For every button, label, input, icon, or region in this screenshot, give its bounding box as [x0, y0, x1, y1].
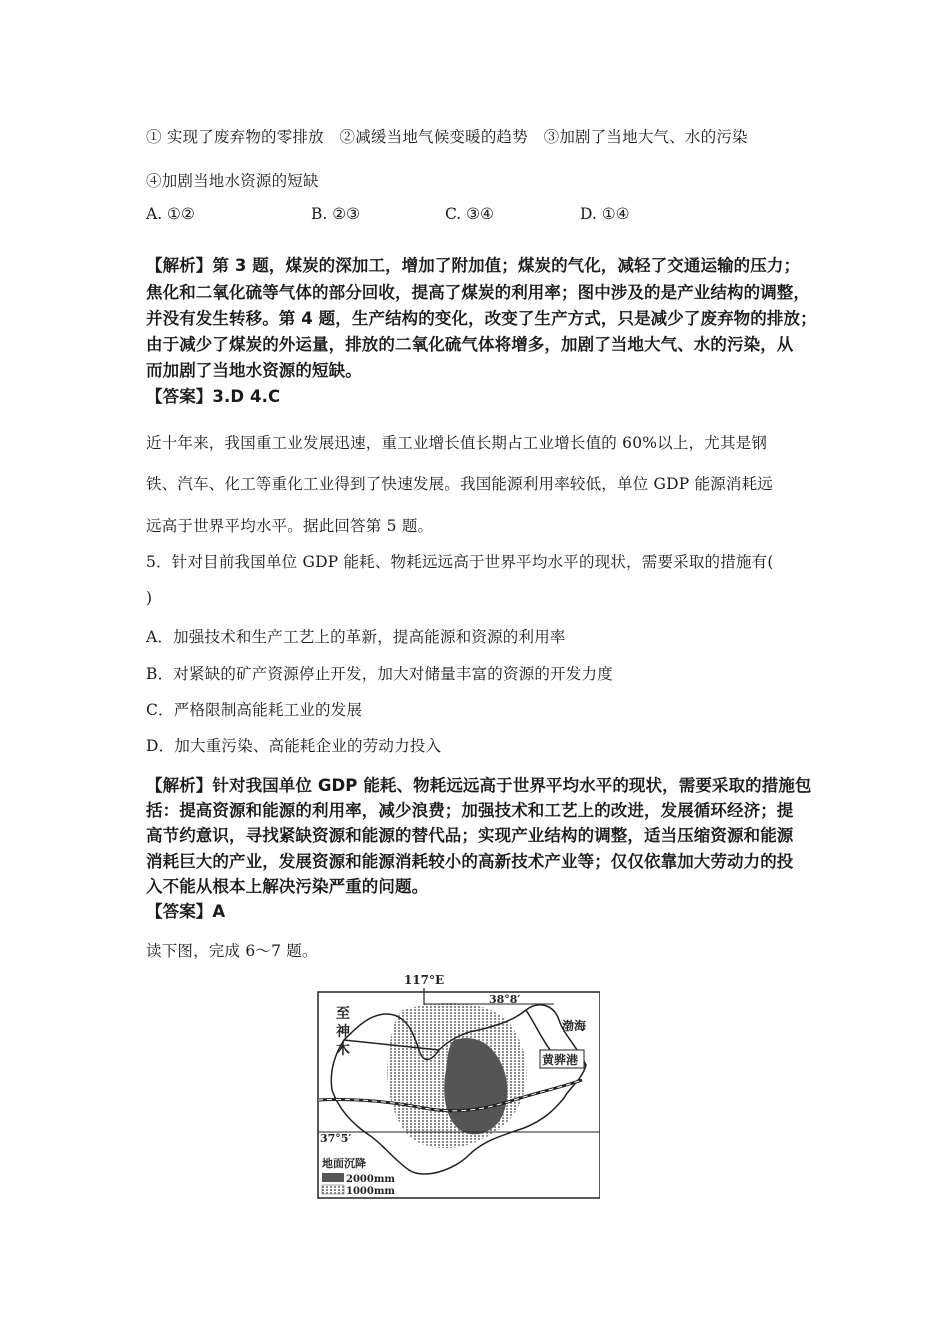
q5-answer: 【答案】A [146, 902, 226, 921]
choice-c: C. ③④ [445, 205, 494, 223]
choice-a: A．加强技术和生产工艺上的革新，提高能源和资源的利用率 [146, 628, 566, 646]
choice-d: D．加大重污染、高能耗企业的劳动力投入 [146, 737, 442, 755]
analysis-line: 由于减少了煤炭的外运量，排放的二氧化硫气体将增多，加剧了当地大气、水的污染，从 [146, 335, 794, 354]
choice-b: B．对紧缺的矿产资源停止开发，加大对储量丰富的资源的开发力度 [146, 665, 613, 683]
analysis-line: 入不能从根本上解决污染严重的问题。 [146, 877, 429, 896]
analysis-line: 高节约意识，寻找紧缺资源和能源的替代品；实现产业结构的调整，适当压缩资源和能源 [146, 826, 794, 845]
passage-line: 铁、汽车、化工等重化工业得到了快速发展。我国能源利用率较低，单位 GDP 能源消耗远 [146, 475, 773, 493]
port-label: 黄骅港 [542, 1053, 579, 1067]
analysis-line: 并没有发生转移。第 4 题，生产结构的变化，改变了生产方式，只是减少了废弃物的排放； [146, 309, 817, 328]
sea-label: 渤海 [562, 1019, 587, 1033]
lat-bottom-label: 37°5′ [320, 1132, 352, 1145]
legend-2000: 2000mm [346, 1174, 395, 1185]
q5-stem-line2: ) [146, 589, 153, 607]
lat-top-label: 38°8′ [489, 993, 521, 1006]
analysis-line: 而加剧了当地水资源的短缺。 [146, 361, 362, 380]
analysis-line: 消耗巨大的产业，发展资源和能源消耗较小的高新技术产业等；仅仅依靠加大劳动力的投 [146, 852, 794, 871]
q5-stem-line1: 5．针对目前我国单位 GDP 能耗、物耗远远高于世界平均水平的现状，需要采取的措施有( [146, 553, 774, 571]
shenmu-char-1: 至 [336, 1006, 350, 1022]
passage-line: 近十年来，我国重工业发展迅速，重工业增长值长期占工业增长值的 60%以上，尤其是钢 [146, 434, 768, 452]
q34-answer: 【答案】3.D 4.C [146, 387, 281, 406]
legend-swatch-1000 [322, 1185, 344, 1194]
passage-line: 远高于世界平均水平。据此回答第 5 题。 [146, 517, 434, 535]
q34-options-line2: ④加剧当地水资源的短缺 [146, 172, 319, 190]
analysis-line: 焦化和二氧化硫等气体的部分回收，提高了煤炭的利用率；图中涉及的是产业结构的调整， [146, 283, 810, 302]
shenmu-char-3: 木 [336, 1042, 350, 1058]
choice-d: D. ①④ [580, 205, 630, 223]
legend-swatch-2000 [322, 1173, 344, 1182]
shenmu-char-2: 神 [336, 1024, 350, 1040]
choice-a: A. ①② [146, 205, 195, 223]
lon-label: 117°E [403, 973, 445, 987]
subsidence-map [314, 970, 600, 1202]
q34-options-line1: ① 实现了废弃物的零排放 ②减缓当地气候变暖的趋势 ③加剧了当地大气、水的污染 [146, 128, 748, 146]
analysis-line: 【解析】第 3 题，煤炭的深加工，增加了附加值；煤炭的气化，减轻了交通运输的压力； [146, 256, 801, 275]
analysis-line: 括：提高资源和能源的利用率，减少浪费；加强技术和工艺上的改进，发展循环经济；提 [146, 801, 794, 820]
analysis-line: 【解析】针对我国单位 GDP 能耗、物耗远远高于世界平均水平的现状，需要采取的措施包 [146, 776, 812, 795]
q67-intro: 读下图，完成 6～7 题。 [146, 942, 318, 960]
legend-title: 地面沉降 [322, 1157, 366, 1170]
choice-b: B. ②③ [311, 205, 361, 223]
legend-1000: 1000mm [346, 1186, 395, 1197]
choice-c: C．严格限制高能耗工业的发展 [146, 701, 363, 719]
